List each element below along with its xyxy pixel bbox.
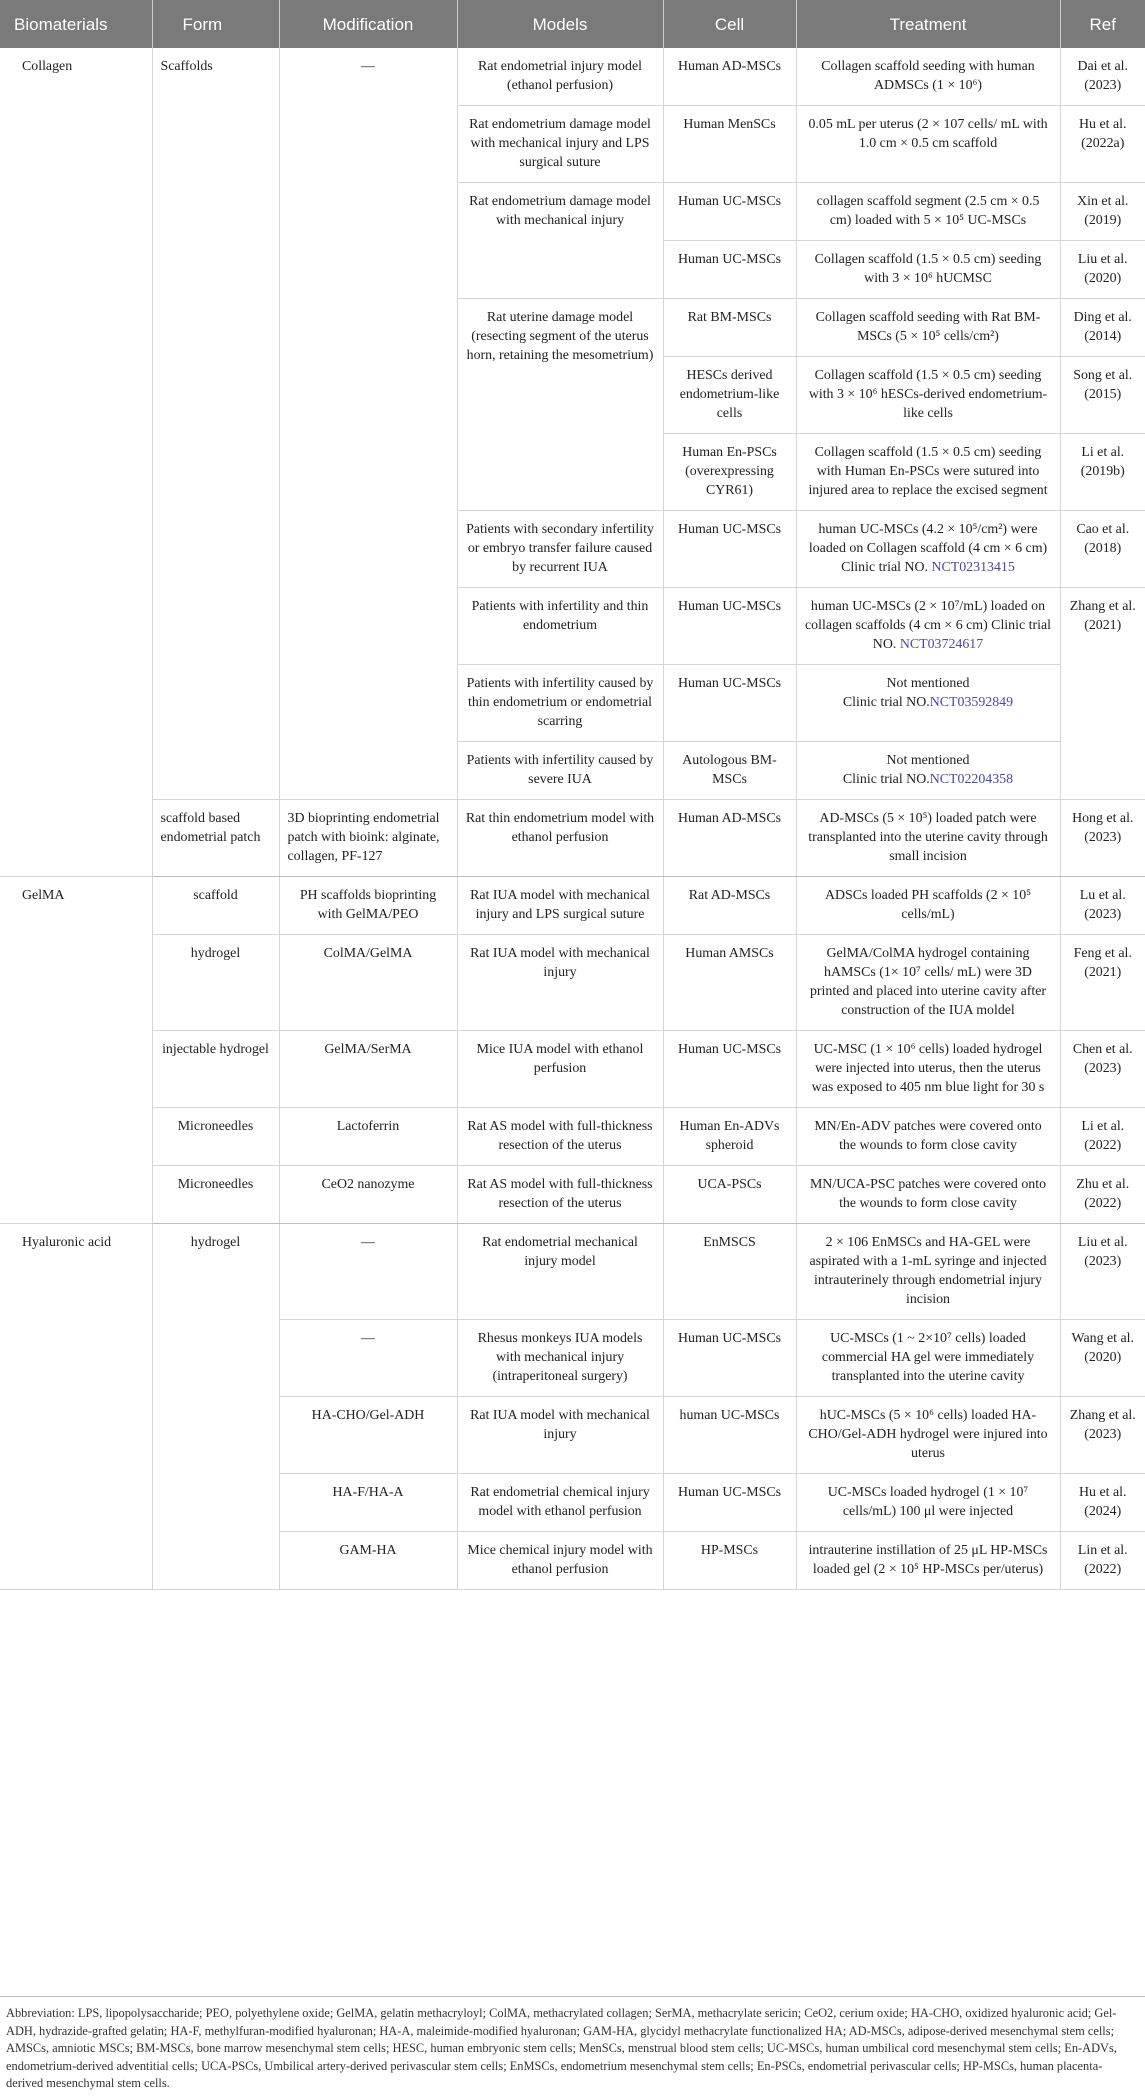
model-cell: Rat endometrial mechanical injury model xyxy=(457,1224,663,1320)
treatment-cell: Collagen scaffold seeding with Rat BM-MSCs (5 × 10⁵ cells/cm²) xyxy=(796,299,1060,357)
cell-type-cell: Human En-ADVs spheroid xyxy=(663,1108,796,1166)
modification-cell: Lactoferrin xyxy=(279,1108,457,1166)
model-cell: Rat thin endometrium model with ethanol perfusion xyxy=(457,800,663,877)
treatment-text: human UC-MSCs (2 × 10⁷/mL) loaded on collagen scaffolds (4 cm × 6 cm) Clinic trial NO. xyxy=(805,599,1051,652)
model-cell: Rat AS model with full-thickness resection of the uterus xyxy=(457,1108,663,1166)
header-treatment: Treatment xyxy=(796,0,1060,48)
modification-cell: CeO2 nanozyme xyxy=(279,1166,457,1224)
form-cell: injectable hydrogel xyxy=(152,1031,279,1108)
clinic-trial-label: Clinic trial NO. xyxy=(841,560,932,575)
table-row xyxy=(0,48,1145,106)
ref-cell: Xin et al. (2019) xyxy=(1060,183,1145,241)
modification-cell: — xyxy=(279,1224,457,1320)
header-cell: Cell xyxy=(663,0,796,48)
table-row xyxy=(0,1166,1145,1224)
treatment-cell: 2 × 106 EnMSCs and HA-GEL were aspirated with a 1-mL syringe and injected intrauterinely through endometrial injury incision xyxy=(796,1224,1060,1320)
ref-cell: Hu et al. (2024) xyxy=(1060,1474,1145,1532)
treatment-cell: UC-MSCs loaded hydrogel (1 × 10⁷ cells/mL) 100 μl were injected xyxy=(796,1474,1060,1532)
table-row xyxy=(0,800,1145,877)
ref-cell: Lin et al. (2022) xyxy=(1060,1532,1145,1590)
model-cell: Rat endometrial injury model (ethanol perfusion) xyxy=(457,48,663,106)
model-cell: Rat IUA model with mechanical injury xyxy=(457,1397,663,1474)
modification-cell: PH scaffolds bioprinting with GelMA/PEO xyxy=(279,877,457,935)
form-cell: Microneedles xyxy=(152,1108,279,1166)
treatment-cell xyxy=(796,588,1060,665)
cell-type-cell: Human UC-MSCs xyxy=(663,665,796,742)
header-row xyxy=(0,0,1145,48)
treatment-cell: hUC-MSCs (5 × 10⁶ cells) loaded HA-CHO/Gel-ADH hydrogel were injured into uterus xyxy=(796,1397,1060,1474)
model-cell: Mice chemical injury model with ethanol perfusion xyxy=(457,1532,663,1590)
table-row xyxy=(0,1224,1145,1320)
ref-cell: Ding et al. (2014) xyxy=(1060,299,1145,357)
treatment-cell: Collagen scaffold (1.5 × 0.5 cm) seeding with 3 × 10⁶ hESCs-derived endometrium-like cells xyxy=(796,357,1060,434)
header-models: Models xyxy=(457,0,663,48)
cell-type-cell: Rat BM-MSCs xyxy=(663,299,796,357)
ref-cell: Liu et al. (2020) xyxy=(1060,241,1145,299)
ref-cell: Feng et al. (2021) xyxy=(1060,935,1145,1031)
form-cell: Microneedles xyxy=(152,1166,279,1224)
model-cell: Mice IUA model with ethanol perfusion xyxy=(457,1031,663,1108)
treatment-text: Not mentioned xyxy=(886,676,970,691)
biomaterial-cell: Hyaluronic acid xyxy=(0,1224,152,1590)
header-modification: Modification xyxy=(279,0,457,48)
model-cell: Patients with secondary infertility or embryo transfer failure caused by recurrent IUA xyxy=(457,511,663,588)
clinic-trial-label: Clinic trial NO. xyxy=(842,772,930,787)
clinical-trial-link[interactable]: NCT02204358 xyxy=(929,772,1014,787)
modification-cell: GAM-HA xyxy=(279,1532,457,1590)
cell-type-cell: Human UC-MSCs xyxy=(663,1320,796,1397)
ref-cell: Dai et al. (2023) xyxy=(1060,48,1145,106)
model-cell: Patients with infertility caused by severe IUA xyxy=(457,742,663,800)
treatment-text: Not mentioned xyxy=(886,753,970,768)
modification-cell: GelMA/SerMA xyxy=(279,1031,457,1108)
ref-cell: Li et al. (2022) xyxy=(1060,1108,1145,1166)
form-cell: hydrogel xyxy=(152,1224,279,1590)
cell-type-cell: Human UC-MSCs xyxy=(663,511,796,588)
biomaterial-cell: GelMA xyxy=(0,877,152,1224)
ref-cell: Wang et al. (2020) xyxy=(1060,1320,1145,1397)
header-biomaterials: Biomaterials xyxy=(0,0,152,48)
treatment-cell xyxy=(796,742,1060,800)
form-cell: hydrogel xyxy=(152,935,279,1031)
model-cell: Rat endometrial chemical injury model with ethanol perfusion xyxy=(457,1474,663,1532)
ref-cell: Zhu et al. (2022) xyxy=(1060,1166,1145,1224)
model-cell: Patients with infertility and thin endometrium xyxy=(457,588,663,665)
table-row xyxy=(0,1108,1145,1166)
cell-type-cell: Human AD-MSCs xyxy=(663,48,796,106)
cell-type-cell: HESCs derived endometrium-like cells xyxy=(663,357,796,434)
cell-type-cell: Human UC-MSCs xyxy=(663,1474,796,1532)
model-cell: Rat AS model with full-thickness resection of the uterus xyxy=(457,1166,663,1224)
ref-cell: Zhang et al. (2021) xyxy=(1060,588,1145,800)
cell-type-cell: Human UC-MSCs xyxy=(663,183,796,241)
treatment-cell: UC-MSC (1 × 10⁶ cells) loaded hydrogel were injected into uterus, then the uterus was exposed to 405 nm blue light for 30 s xyxy=(796,1031,1060,1108)
ref-cell: Cao et al. (2018) xyxy=(1060,511,1145,588)
ref-cell: Liu et al. (2023) xyxy=(1060,1224,1145,1320)
abbreviation-footnote: Abbreviation: LPS, lipopolysaccharide; PEO, polyethylene oxide; GelMA, gelatin methacryloyl; ColMA, methacrylated collagen; SerMA, methacrylate sericin; CeO2, cerium oxide; HA-CHO, oxidized hyaluronic acid; Gel-ADH, hydrazide-grafted gelatin; HA-F, methylfuran-modified hyaluronan; HA-A, maleimide-modified hyaluronan; GAM-HA, glycidyl methacrylate functionalized HA; AD-MSCs, adipose-derived mesenchymal stem cells; AMSCs, amniotic MSCs; BM-MSCs, bone marrow mesenchymal stem cells; HESC, human embryonic stem cells; MenSCs, menstrual blood stem cells; UC-MSCs, human umbilical cord mesenchymal stem cells; En-ADVs, endometrium-derived adventitial cells; UCA-PSCs, Umbilical artery-derived perivascular stem cells; EnMSCs, endometrium mesenchymal stem cells; En-PSCs, endometrial perivascular cells; HP-MSCs, human placenta-derived mesenchymal stem cells. xyxy=(0,1996,1145,2093)
cell-type-cell: Rat AD-MSCs xyxy=(663,877,796,935)
form-cell: Scaffolds xyxy=(152,48,279,800)
ref-cell: Zhang et al. (2023) xyxy=(1060,1397,1145,1474)
ref-cell: Chen et al. (2023) xyxy=(1060,1031,1145,1108)
header-form: Form xyxy=(152,0,279,48)
treatment-cell: 0.05 mL per uterus (2 × 107 cells/ mL with 1.0 cm × 0.5 cm scaffold xyxy=(796,106,1060,183)
treatment-cell: UC-MSCs (1 ~ 2×10⁷ cells) loaded commercial HA gel were immediately transplanted into the uterine cavity xyxy=(796,1320,1060,1397)
clinic-trial-label: Clinic trial NO. xyxy=(842,695,930,710)
treatment-cell: intrauterine instillation of 25 μL HP-MSCs loaded gel (2 × 10⁵ HP-MSCs per/uterus) xyxy=(796,1532,1060,1590)
treatment-cell: MN/En-ADV patches were covered onto the wounds to form close cavity xyxy=(796,1108,1060,1166)
cell-type-cell: Human MenSCs xyxy=(663,106,796,183)
form-cell: scaffold xyxy=(152,877,279,935)
ref-cell: Song et al. (2015) xyxy=(1060,357,1145,434)
cell-type-cell: human UC-MSCs xyxy=(663,1397,796,1474)
modification-cell: — xyxy=(279,1320,457,1397)
modification-cell: HA-F/HA-A xyxy=(279,1474,457,1532)
header-ref: Ref xyxy=(1060,0,1145,48)
treatment-cell xyxy=(796,511,1060,588)
treatment-cell: MN/UCA-PSC patches were covered onto the wounds to form close cavity xyxy=(796,1166,1060,1224)
table-row xyxy=(0,1031,1145,1108)
cell-type-cell: Human AD-MSCs xyxy=(663,800,796,877)
treatment-cell: GelMA/ColMA hydrogel containing hAMSCs (1× 10⁷ cells/ mL) were 3D printed and placed into uterine cavity after construction of the IUA moldel xyxy=(796,935,1060,1031)
modification-cell: — xyxy=(279,48,457,800)
model-cell: Rat IUA model with mechanical injury and LPS surgical suture xyxy=(457,877,663,935)
model-cell: Rat IUA model with mechanical injury xyxy=(457,935,663,1031)
modification-cell: ColMA/GelMA xyxy=(279,935,457,1031)
ref-cell: Hu et al. (2022a) xyxy=(1060,106,1145,183)
ref-cell: Li et al. (2019b) xyxy=(1060,434,1145,511)
clinical-trial-link[interactable]: NCT02313415 xyxy=(931,560,1015,575)
treatment-cell: Collagen scaffold (1.5 × 0.5 cm) seeding with Human En-PSCs were sutured into injured area to replace the excised segment xyxy=(796,434,1060,511)
model-cell: Rhesus monkeys IUA models with mechanical injury (intraperitoneal surgery) xyxy=(457,1320,663,1397)
treatment-cell xyxy=(796,665,1060,742)
treatment-cell: Collagen scaffold seeding with human ADMSCs (1 × 10⁶) xyxy=(796,48,1060,106)
model-cell: Patients with infertility caused by thin endometrium or endometrial scarring xyxy=(457,665,663,742)
treatment-cell: ADSCs loaded PH scaffolds (2 × 10⁵ cells/mL) xyxy=(796,877,1060,935)
treatment-cell: AD-MSCs (5 × 10⁵) loaded patch were transplanted into the uterine cavity through small incision xyxy=(796,800,1060,877)
cell-type-cell: UCA-PSCs xyxy=(663,1166,796,1224)
cell-type-cell: HP-MSCs xyxy=(663,1532,796,1590)
model-cell: Rat endometrium damage model with mechanical injury xyxy=(457,183,663,299)
biomaterial-cell: Collagen xyxy=(0,48,152,877)
cell-type-cell: Human AMSCs xyxy=(663,935,796,1031)
treatment-cell: Collagen scaffold (1.5 × 0.5 cm) seeding with 3 × 10⁶ hUCMSC xyxy=(796,241,1060,299)
model-cell: Rat endometrium damage model with mechanical injury and LPS surgical suture xyxy=(457,106,663,183)
treatment-text: human UC-MSCs (4.2 × 10⁵/cm²) were loaded on Collagen scaffold (4 cm × 6 cm) xyxy=(808,522,1048,556)
modification-cell: 3D bioprinting endometrial patch with bioink: alginate, collagen, PF-127 xyxy=(279,800,457,877)
ref-cell: Lu et al. (2023) xyxy=(1060,877,1145,935)
clinical-trial-link[interactable]: NCT03724617 xyxy=(899,637,984,652)
cell-type-cell: EnMSCS xyxy=(663,1224,796,1320)
ref-cell: Hong et al. (2023) xyxy=(1060,800,1145,877)
table-row xyxy=(0,877,1145,935)
modification-cell: HA-CHO/Gel-ADH xyxy=(279,1397,457,1474)
cell-type-cell: Autologous BM-MSCs xyxy=(663,742,796,800)
form-cell: scaffold based endometrial patch xyxy=(152,800,279,877)
cell-type-cell: Human En-PSCs (overexpressing CYR61) xyxy=(663,434,796,511)
cell-type-cell: Human UC-MSCs xyxy=(663,1031,796,1108)
treatment-cell: collagen scaffold segment (2.5 cm × 0.5 cm) loaded with 5 × 10⁵ UC-MSCs xyxy=(796,183,1060,241)
clinical-trial-link[interactable]: NCT03592849 xyxy=(929,695,1014,710)
table-row xyxy=(0,935,1145,1031)
cell-type-cell: Human UC-MSCs xyxy=(663,241,796,299)
model-cell: Rat uterine damage model (resecting segment of the uterus horn, retaining the mesometrium) xyxy=(457,299,663,511)
cell-type-cell: Human UC-MSCs xyxy=(663,588,796,665)
